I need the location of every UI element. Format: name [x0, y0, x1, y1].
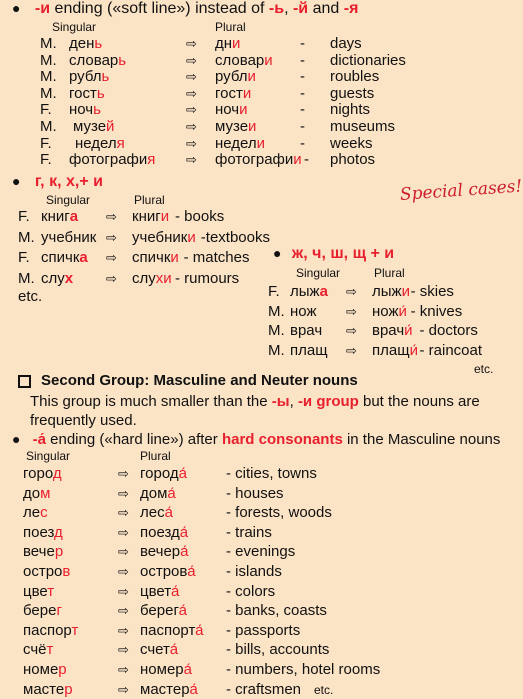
english-translation: - matches	[183, 249, 250, 266]
group2-desc-line1: This group is much smaller than the -ы, -и group but the nouns are	[30, 393, 480, 410]
gender-label: M.	[40, 84, 57, 102]
section1-heading: ● -и ending («soft line») instead of -ь, -й and -я	[12, 0, 359, 17]
arrow-icon: ⇨	[106, 229, 117, 245]
english-translation: - islands	[226, 563, 282, 580]
arrow-icon: ⇨	[106, 270, 117, 286]
gender-label: M.	[40, 118, 57, 135]
dash: -	[300, 51, 305, 69]
gender-label: M.	[268, 342, 285, 360]
arrow-icon: ⇨	[106, 209, 117, 224]
arrow-icon: ⇨	[186, 36, 197, 51]
plural-word: рубли	[215, 68, 256, 86]
arrow-icon: ⇨	[186, 69, 197, 85]
arrow-icon: ⇨	[118, 642, 129, 658]
arrow-icon: ⇨	[118, 603, 129, 619]
gender-label: F.	[40, 134, 52, 152]
singular-word: неделя	[75, 134, 125, 152]
singular-word: словарь	[69, 51, 127, 69]
col-plural: Plural	[215, 20, 246, 34]
bullet-icon: ●	[12, 173, 21, 189]
plural-word: книги	[132, 208, 170, 225]
plural-word: берега́	[140, 602, 187, 620]
singular-word: фотография	[69, 151, 156, 169]
bullet-icon: ●	[12, 0, 21, 16]
english-translation: - evenings	[226, 543, 296, 561]
group2-title: Second Group: Masculine and Neuter nouns	[18, 372, 358, 389]
singular-word: день	[69, 35, 103, 52]
english-translation: - numbers, hotel rooms	[226, 661, 381, 678]
english-translation: nights	[330, 101, 371, 119]
section2-heading: ● г, к, х,+ и	[12, 173, 103, 190]
singular-word: лыжа	[290, 283, 328, 300]
plural-word: мастера́	[140, 680, 198, 698]
gender-label: M.	[18, 269, 35, 287]
plural-word: ночи	[215, 101, 248, 119]
col-singular: Singular	[26, 449, 71, 463]
english-translation: weeks	[330, 134, 373, 152]
english-translation: -textbooks	[200, 228, 270, 246]
arrow-icon: ⇨	[186, 102, 197, 118]
arrow-icon: ⇨	[118, 524, 129, 540]
arrow-icon: ⇨	[186, 152, 197, 168]
arrow-icon: ⇨	[346, 284, 357, 299]
english-translation: - doctors	[419, 322, 478, 340]
plural-word: слухи	[132, 269, 172, 287]
plural-word: ножи́	[372, 302, 407, 320]
gender-label: F.	[18, 249, 30, 266]
english-translation: guests	[330, 84, 375, 102]
english-translation: - raincoat	[419, 342, 483, 360]
english-translation: dictionaries	[330, 51, 406, 69]
english-translation: - trains	[226, 523, 272, 541]
english-translation: - houses	[226, 484, 284, 502]
singular-word: лес	[23, 504, 48, 522]
singular-word: номер	[23, 661, 67, 678]
singular-word: спичка	[41, 249, 88, 266]
singular-word: дом	[23, 484, 51, 502]
gender-label: M.	[40, 35, 57, 52]
english-translation: - books	[175, 208, 225, 225]
singular-word: учебник	[41, 228, 97, 246]
plural-word: недели	[215, 134, 266, 152]
singular-word: мастер	[23, 680, 73, 698]
arrow-icon: ⇨	[186, 85, 197, 101]
arrow-icon: ⇨	[118, 583, 129, 599]
singular-word: гость	[69, 84, 105, 102]
plural-word: цвета́	[140, 582, 180, 600]
plural-word: лыжи	[372, 283, 410, 300]
singular-word: рубль	[69, 68, 110, 86]
singular-word: цвет	[23, 582, 55, 600]
plural-word: плащи́	[372, 342, 418, 360]
plural-word: счета́	[140, 641, 179, 659]
singular-word: город	[23, 465, 62, 482]
arrow-icon: ⇨	[346, 323, 357, 339]
arrow-icon: ⇨	[186, 135, 197, 151]
arrow-icon: ⇨	[118, 485, 129, 501]
arrow-icon: ⇨	[186, 119, 197, 134]
singular-word: врач	[290, 322, 323, 340]
section3-heading: ● ж, ч, ш, щ + и	[273, 245, 395, 262]
singular-word: нож	[290, 302, 317, 320]
singular-word: поезд	[23, 523, 63, 541]
plural-word: острова́	[140, 563, 196, 580]
singular-word: книга	[41, 208, 79, 225]
gender-label: M.	[40, 51, 57, 69]
plural-word: паспорта́	[140, 621, 204, 639]
english-translation: - knives	[410, 302, 463, 320]
plural-word: вечера́	[140, 543, 189, 561]
arrow-icon: ⇨	[118, 564, 129, 579]
plural-word: спички	[132, 249, 179, 266]
dash: -	[300, 101, 305, 119]
singular-word: вечер	[23, 543, 64, 561]
arrow-icon: ⇨	[346, 303, 357, 319]
english-translation: - craftsmen	[226, 680, 302, 698]
gender-label: F.	[40, 151, 52, 169]
dash: -	[300, 84, 305, 102]
plural-word: дни	[215, 35, 241, 52]
singular-word: слух	[41, 269, 74, 287]
plural-word: словари	[215, 51, 273, 69]
plural-word: музеи	[215, 118, 257, 135]
gender-label: M.	[40, 68, 57, 86]
english-translation: - colors	[226, 582, 276, 600]
dash: -	[304, 151, 309, 169]
english-translation: days	[330, 35, 362, 52]
arrow-icon: ⇨	[346, 343, 357, 359]
gender-label: F.	[40, 101, 52, 119]
col-singular: Singular	[296, 266, 341, 280]
english-translation: roubles	[330, 68, 380, 86]
singular-word: счёт	[23, 641, 54, 659]
bullet-icon: ●	[273, 245, 282, 261]
english-translation: - skies	[410, 283, 454, 300]
special-cases-note: Special cases!	[399, 176, 523, 205]
gender-label: F.	[268, 283, 280, 300]
arrow-icon: ⇨	[118, 681, 129, 697]
dash: -	[300, 35, 305, 52]
dash: -	[300, 118, 305, 135]
english-translation: - banks, coasts	[226, 602, 327, 620]
plural-word: леса́	[140, 504, 173, 522]
gender-label: F.	[18, 208, 30, 225]
singular-word: ночь	[69, 101, 101, 119]
plural-word: гости	[215, 84, 252, 102]
singular-word: паспорт	[23, 621, 79, 639]
gender-label: M.	[268, 302, 285, 320]
english-translation: - rumours	[175, 269, 240, 287]
singular-word: берег	[23, 602, 62, 620]
plural-word: номера́	[140, 661, 192, 678]
col-plural: Plural	[134, 193, 165, 207]
plural-word: врачи́	[372, 322, 413, 340]
english-translation: - forests, woods	[226, 504, 332, 522]
dash: -	[300, 68, 305, 86]
bullet-icon: ●	[12, 431, 21, 447]
singular-word: остров	[23, 563, 71, 580]
singular-word: плащ	[290, 342, 328, 360]
col-singular: Singular	[46, 193, 91, 207]
square-bullet-icon	[18, 375, 31, 388]
section4-heading: ● -а́ ending («hard line») after hard consonants in the Masculine nouns	[12, 431, 501, 448]
plural-word: фотографии	[215, 151, 302, 169]
dash: -	[300, 134, 305, 152]
arrow-icon: ⇨	[118, 505, 129, 521]
gender-label: M.	[268, 322, 285, 340]
section2-etc: etc.	[18, 288, 43, 305]
english-translation: - passports	[226, 621, 301, 639]
section3-etc: etc.	[474, 362, 494, 376]
section4-etc: etc.	[314, 682, 334, 697]
col-singular: Singular	[52, 20, 97, 34]
arrow-icon: ⇨	[118, 466, 129, 481]
english-translation: - cities, towns	[226, 465, 317, 482]
arrow-icon: ⇨	[106, 250, 117, 265]
plural-word: дома́	[140, 484, 176, 502]
arrow-icon: ⇨	[118, 622, 129, 638]
english-translation: - bills, accounts	[226, 641, 330, 659]
arrow-icon: ⇨	[118, 662, 129, 677]
english-translation: museums	[330, 118, 396, 135]
arrow-icon: ⇨	[186, 52, 197, 68]
group2-desc-line2: frequently used.	[30, 412, 137, 429]
plural-word: города́	[140, 465, 187, 482]
plural-word: учебники	[132, 228, 196, 246]
english-translation: photos	[330, 151, 376, 169]
arrow-icon: ⇨	[118, 544, 129, 560]
singular-word: музей	[73, 118, 115, 135]
plural-word: поезда́	[140, 523, 189, 541]
col-plural: Plural	[374, 266, 405, 280]
gender-label: M.	[18, 228, 35, 246]
col-plural: Plural	[140, 449, 171, 463]
